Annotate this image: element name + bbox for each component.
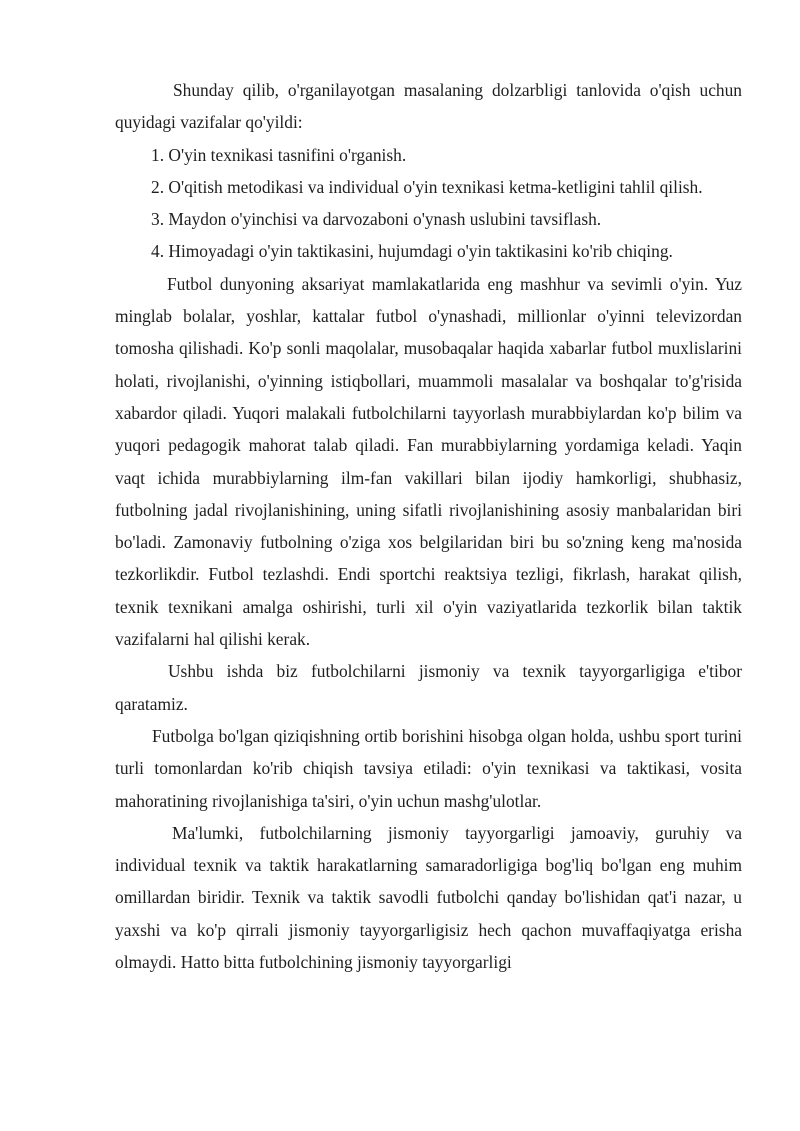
interest-paragraph: Futbolga bo'lgan qiziqishning ortib borishini hisobga olgan holda, ushbu sport turini turli tomonlardan ko'rib chiqish tavsiya etiladi: o'yin texnikasi va taktikasi, vosita mahoratining rivojlanishiga ta'siri, o'yin uchun mashg'ulotlar. (115, 725, 742, 811)
task-item-3: 3. Maydon o'yinchisi va darvozaboni o'ynash uslubini tavsiflash. (151, 209, 602, 230)
task-item-4: 4. Himoyadagi o'yin taktikasini, hujumdagi o'yin taktikasini ko'rib chiqing. (151, 241, 673, 262)
focus-paragraph: Ushbu ishda biz futbolchilarni jismoniy va texnik tayyorgarligiga e'tibor qaratamiz. (115, 661, 742, 714)
intro-paragraph: Shunday qilib, o'rganilayotgan masalaning dolzarbligi tanlovida o'qish uchun quyidagi vazifalar qo'yildi: (115, 80, 742, 133)
physical-preparation-paragraph: Ma'lumki, futbolchilarning jismoniy tayyorgarligi jamoaviy, guruhiy va individual texnik va taktik harakatlarning samaradorligiga bog'liq bo'lgan eng muhim omillardan biridir. Texnik va taktik savodli futbolchi qanday bo'lishidan qat'i nazar, u yaxshi va ko'p qirrali jismoniy tayyorgarligisiz hech qachon muvaffaqiyatga erisha olmaydi. Hatto bitta futbolchining jismoniy tayyorgarligi (115, 822, 742, 973)
document-body (115, 74, 742, 978)
football-overview-paragraph: Futbol dunyoning aksariyat mamlakatlarida eng mashhur va sevimli o'yin. Yuz minglab bolalar, yoshlar, kattalar futbol o'ynashadi, millionlar o'yinni televizordan tomosha qilishadi. Ko'p sonli maqolalar, musobaqalar haqida xabarlar futbol muxlislarini holati, rivojlanishi, o'yinning istiqbollari, muammoli masalalar va boshqalar to'g'risida xabardor qiladi. Yuqori malakali futbolchilarni tayyorlash murabbiylardan ko'p bilim va yuqori pedagogik mahorat talab qiladi. Fan murabbiylarning yordamiga keladi. Yaqin vaqt ichida murabbiylarning ilm-fan vakillari bilan ijodiy hamkorligi, shubhasiz, futbolning jadal rivojlanishining, uning sifatli rivojlanishining asosiy manbalaridan biri bo'ladi. Zamonaviy futbolning o'ziga xos belgilaridan biri bu so'zning keng ma'nosida tezkorlikdir. Futbol tezlashdi. Endi sportchi reaktsiya tezligi, fikrlash, harakat qilish, texnik texnikani amalga oshirishi, turli xil o'yin vaziyatlarida tezkorlik bilan taktik vazifalarni hal qilishi kerak. (115, 273, 742, 650)
task-item-1: 1. O'yin texnikasi tasnifini o'rganish. (151, 144, 407, 165)
task-item-2: 2. O'qitish metodikasi va individual o'yin texnikasi ketma-ketligini tahlil qilish. (151, 176, 703, 197)
